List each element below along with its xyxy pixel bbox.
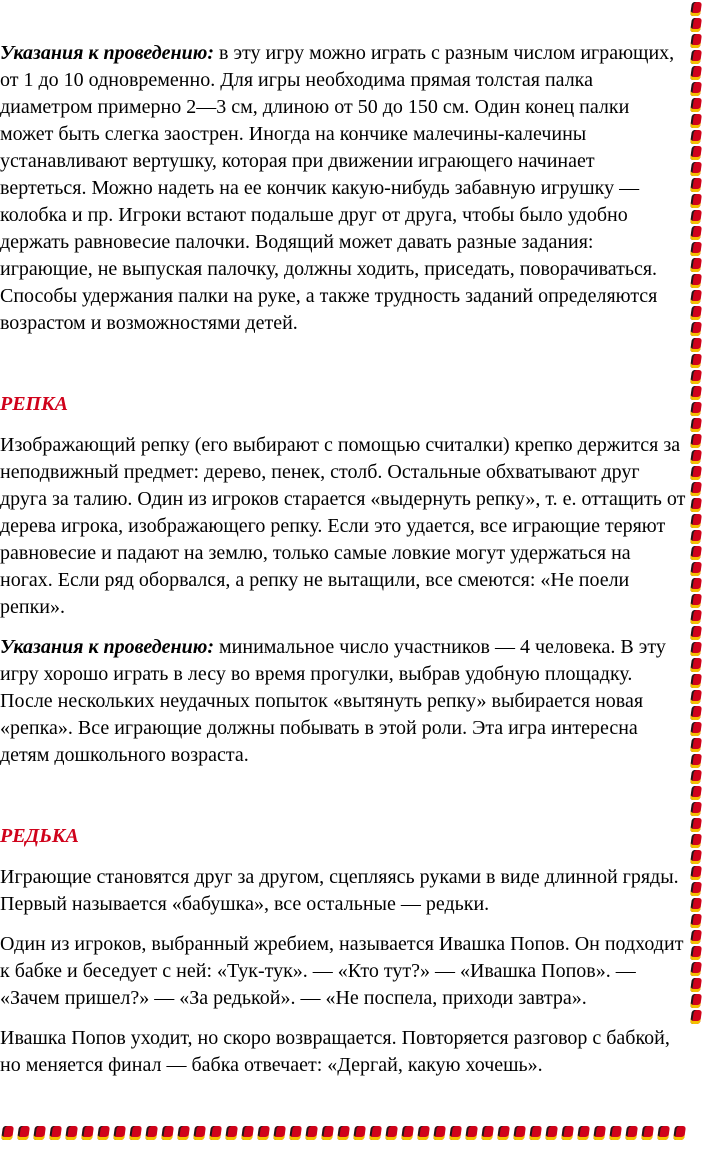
ladybug-ornament-icon: [465, 1126, 478, 1140]
ladybug-ornament-icon: [690, 818, 702, 832]
ladybug-ornament-icon: [690, 690, 702, 704]
ladybug-ornament-icon: [690, 482, 702, 496]
text-line: Ивашка Попов уходит, но скоро возвращается. Повторяется разговор с бабкой,: [0, 1027, 670, 1049]
text-line: но меняется финал — бабка отвечает: «Дергай, какую хочешь».: [0, 1054, 543, 1076]
ornament-border-right: [688, 0, 704, 1151]
text-line: Играющие становятся друг за другом, сцепляясь руками в виде длинной гряды.: [0, 866, 679, 888]
ladybug-ornament-icon: [353, 1126, 366, 1140]
ladybug-ornament-icon: [225, 1126, 238, 1140]
ladybug-ornament-icon: [97, 1126, 110, 1140]
ladybug-ornament-icon: [690, 450, 702, 464]
text-line: игру хорошо играть в лесу во время прогулки, выбрав удобную площадку.: [0, 663, 633, 685]
ladybug-ornament-icon: [690, 162, 702, 176]
text-line: «Зачем пришел?» — «За редькой». — «Не поспела, приходи завтра».: [0, 987, 587, 1009]
text-line: держать равновесие палочки. Водящий может давать разные задания:: [0, 231, 594, 253]
ladybug-ornament-icon: [690, 226, 702, 240]
ladybug-ornament-icon: [690, 706, 702, 720]
ladybug-ornament-icon: [177, 1126, 190, 1140]
ladybug-ornament-icon: [690, 418, 702, 432]
ladybug-ornament-icon: [145, 1126, 158, 1140]
ladybug-ornament-icon: [690, 738, 702, 752]
text-line: диаметром примерно 2—3 см, длиною от 50 до 150 см. Один конец палки: [0, 96, 630, 118]
ladybug-ornament-icon: [690, 50, 702, 64]
ladybug-ornament-icon: [690, 402, 702, 416]
ladybug-ornament-icon: [690, 546, 702, 560]
ladybug-ornament-icon: [690, 338, 702, 352]
ladybug-ornament-icon: [690, 674, 702, 688]
ladybug-ornament-icon: [193, 1126, 206, 1140]
ladybug-ornament-icon: [690, 194, 702, 208]
ladybug-ornament-icon: [241, 1126, 254, 1140]
text-line: от 1 до 10 одновременно. Для игры необходима прямая толстая палка: [0, 69, 593, 91]
section-heading-repka: РЕПКА: [0, 393, 69, 415]
ladybug-ornament-icon: [449, 1126, 462, 1140]
text-line: устанавливают вертушку, которая при движении играющего начинает: [0, 150, 595, 172]
ladybug-ornament-icon: [690, 594, 702, 608]
ladybug-ornament-icon: [690, 578, 702, 592]
ladybug-ornament-icon: [690, 930, 702, 944]
spacer: [0, 621, 692, 634]
ladybug-ornament-icon: [690, 434, 702, 448]
redka-paragraph-3: [0, 1025, 692, 1079]
ladybug-ornament-icon: [690, 562, 702, 576]
spacer: [0, 769, 692, 823]
ladybug-ornament-icon: [690, 354, 702, 368]
ladybug-ornament-icon: [690, 658, 702, 672]
ladybug-ornament-icon: [690, 258, 702, 272]
repka-paragraph-1: [0, 432, 692, 621]
ladybug-ornament-icon: [577, 1126, 590, 1140]
ladybug-ornament-icon: [657, 1126, 670, 1140]
ladybug-ornament-icon: [690, 978, 702, 992]
ladybug-ornament-icon: [161, 1126, 174, 1140]
ladybug-ornament-icon: [690, 66, 702, 80]
ladybug-ornament-icon: [641, 1126, 654, 1140]
ladybug-ornament-icon: [625, 1126, 638, 1140]
text-line: неподвижный предмет: дерево, пенек, столб. Остальные обхватывают друг: [0, 461, 640, 483]
ladybug-ornament-icon: [690, 2, 702, 16]
ladybug-ornament-icon: [305, 1126, 318, 1140]
ladybug-ornament-icon: [497, 1126, 510, 1140]
ladybug-ornament-icon: [545, 1126, 558, 1140]
text-line: Указания к проведению: в эту игру можно играть с разным числом играющих,: [0, 42, 675, 64]
ladybug-ornament-icon: [33, 1126, 46, 1140]
redka-paragraph-2: [0, 931, 692, 1012]
ladybug-ornament-icon: [690, 898, 702, 912]
ladybug-ornament-icon: [690, 322, 702, 336]
text-line: может быть слегка заострен. Иногда на кончике малечины-калечины: [0, 123, 587, 145]
ladybug-ornament-icon: [690, 306, 702, 320]
text-line: Один из игроков, выбранный жребием, называется Ивашка Попов. Он подходит: [0, 933, 684, 955]
ladybug-ornament-icon: [17, 1126, 30, 1140]
spacer: [0, 418, 692, 432]
section-heading-redka: РЕДЬКА: [0, 825, 79, 847]
ladybug-ornament-icon: [369, 1126, 382, 1140]
repka-paragraph-2: [0, 634, 692, 769]
ladybug-ornament-icon: [690, 770, 702, 784]
document-body: [0, 40, 692, 1079]
ladybug-ornament-icon: [690, 466, 702, 480]
ladybug-ornament-icon: [690, 722, 702, 736]
redka-paragraph-1: [0, 864, 692, 918]
ladybug-ornament-icon: [257, 1126, 270, 1140]
ornament-border-bottom: [0, 1124, 692, 1142]
ladybug-ornament-icon: [690, 290, 702, 304]
ladybug-ornament-icon: [690, 114, 702, 128]
ladybug-ornament-icon: [690, 914, 702, 928]
ladybug-ornament-icon: [1, 1126, 14, 1140]
ladybug-ornament-icon: [690, 98, 702, 112]
lead-label: Указания к проведению:: [0, 42, 215, 64]
ladybug-ornament-icon: [417, 1126, 430, 1140]
ladybug-ornament-icon: [690, 626, 702, 640]
ladybug-ornament-icon: [401, 1126, 414, 1140]
ladybug-ornament-icon: [690, 34, 702, 48]
ladybug-ornament-icon: [481, 1126, 494, 1140]
text-line: к бабке и беседует с ней: «Тук-тук». — «Кто тут?» — «Ивашка Попов». —: [0, 960, 636, 982]
ladybug-ornament-icon: [690, 146, 702, 160]
ladybug-ornament-icon: [65, 1126, 78, 1140]
ladybug-ornament-icon: [385, 1126, 398, 1140]
text-line: равновесие и падают на землю, только самые ловкие могут удержаться на: [0, 542, 631, 564]
ladybug-ornament-icon: [690, 850, 702, 864]
spacer: [0, 918, 692, 931]
ladybug-ornament-icon: [690, 610, 702, 624]
ladybug-ornament-icon: [273, 1126, 286, 1140]
ladybug-ornament-icon: [209, 1126, 222, 1140]
ladybug-ornament-icon: [690, 962, 702, 976]
section1-paragraph: [0, 40, 692, 337]
ladybug-ornament-icon: [690, 18, 702, 32]
ladybug-ornament-icon: [690, 274, 702, 288]
ladybug-ornament-icon: [690, 802, 702, 816]
text-line: вертеться. Можно надеть на ее кончик какую-нибудь забавную игрушку —: [0, 177, 640, 199]
ladybug-ornament-icon: [289, 1126, 302, 1140]
ladybug-ornament-icon: [690, 210, 702, 224]
ladybug-ornament-icon: [513, 1126, 526, 1140]
ladybug-ornament-icon: [529, 1126, 542, 1140]
spacer: [0, 337, 692, 391]
ladybug-ornament-icon: [690, 530, 702, 544]
ladybug-ornament-icon: [690, 994, 702, 1008]
spacer: [0, 1012, 692, 1025]
ladybug-ornament-icon: [561, 1126, 574, 1140]
ladybug-ornament-icon: [321, 1126, 334, 1140]
ladybug-ornament-icon: [690, 498, 702, 512]
ladybug-ornament-icon: [129, 1126, 142, 1140]
ladybug-ornament-icon: [690, 386, 702, 400]
text-line: Первый называется «бабушка», все остальные — редьки.: [0, 893, 490, 915]
text-line: возрастом и возможностями детей.: [0, 312, 298, 334]
ladybug-ornament-icon: [690, 834, 702, 848]
text-line: После нескольких неудачных попыток «вытянуть репку» выбирается новая: [0, 690, 644, 712]
text-line: играющие, не выпуская палочку, должны ходить, приседать, поворачиваться.: [0, 258, 658, 280]
ladybug-ornament-icon: [337, 1126, 350, 1140]
ladybug-ornament-icon: [690, 642, 702, 656]
ladybug-ornament-icon: [673, 1126, 686, 1140]
ladybug-ornament-icon: [690, 178, 702, 192]
text-line: Указания к проведению: минимальное число участников — 4 человека. В эту: [0, 636, 666, 658]
ladybug-ornament-icon: [690, 242, 702, 256]
ladybug-ornament-icon: [690, 130, 702, 144]
ladybug-ornament-icon: [690, 866, 702, 880]
ladybug-ornament-icon: [690, 1010, 702, 1024]
ladybug-ornament-icon: [593, 1126, 606, 1140]
ladybug-ornament-icon: [433, 1126, 446, 1140]
text-line: дерева игрока, изображающего репку. Если это удается, все играющие теряют: [0, 515, 666, 537]
text-line: Изображающий репку (его выбирают с помощью считалки) крепко держится за: [0, 434, 681, 456]
spacer: [0, 850, 692, 864]
ladybug-ornament-icon: [690, 82, 702, 96]
text-line: Способы удержания палки на руке, а также трудность заданий определяются: [0, 285, 658, 307]
ladybug-ornament-icon: [49, 1126, 62, 1140]
text-line: друга за талию. Один из игроков старается «выдернуть репку», т. е. оттащить от: [0, 488, 686, 510]
text-line: колобка и пр. Игроки встают подальше друг от друга, чтобы было удобно: [0, 204, 628, 226]
ladybug-ornament-icon: [690, 786, 702, 800]
text-line: репки».: [0, 596, 65, 618]
ladybug-ornament-icon: [113, 1126, 126, 1140]
ladybug-ornament-icon: [609, 1126, 622, 1140]
ladybug-ornament-icon: [690, 882, 702, 896]
ladybug-ornament-icon: [690, 514, 702, 528]
ladybug-ornament-icon: [690, 754, 702, 768]
text-line: «репка». Все играющие должны побывать в этой роли. Эта игра интересна: [0, 717, 638, 739]
text-line: детям дошкольного возраста.: [0, 744, 249, 766]
lead-label: Указания к проведению:: [0, 636, 215, 658]
text-line: ногах. Если ряд оборвался, а репку не вытащили, все смеются: «Не поели: [0, 569, 630, 591]
ladybug-ornament-icon: [690, 370, 702, 384]
ladybug-ornament-icon: [690, 946, 702, 960]
ladybug-ornament-icon: [81, 1126, 94, 1140]
